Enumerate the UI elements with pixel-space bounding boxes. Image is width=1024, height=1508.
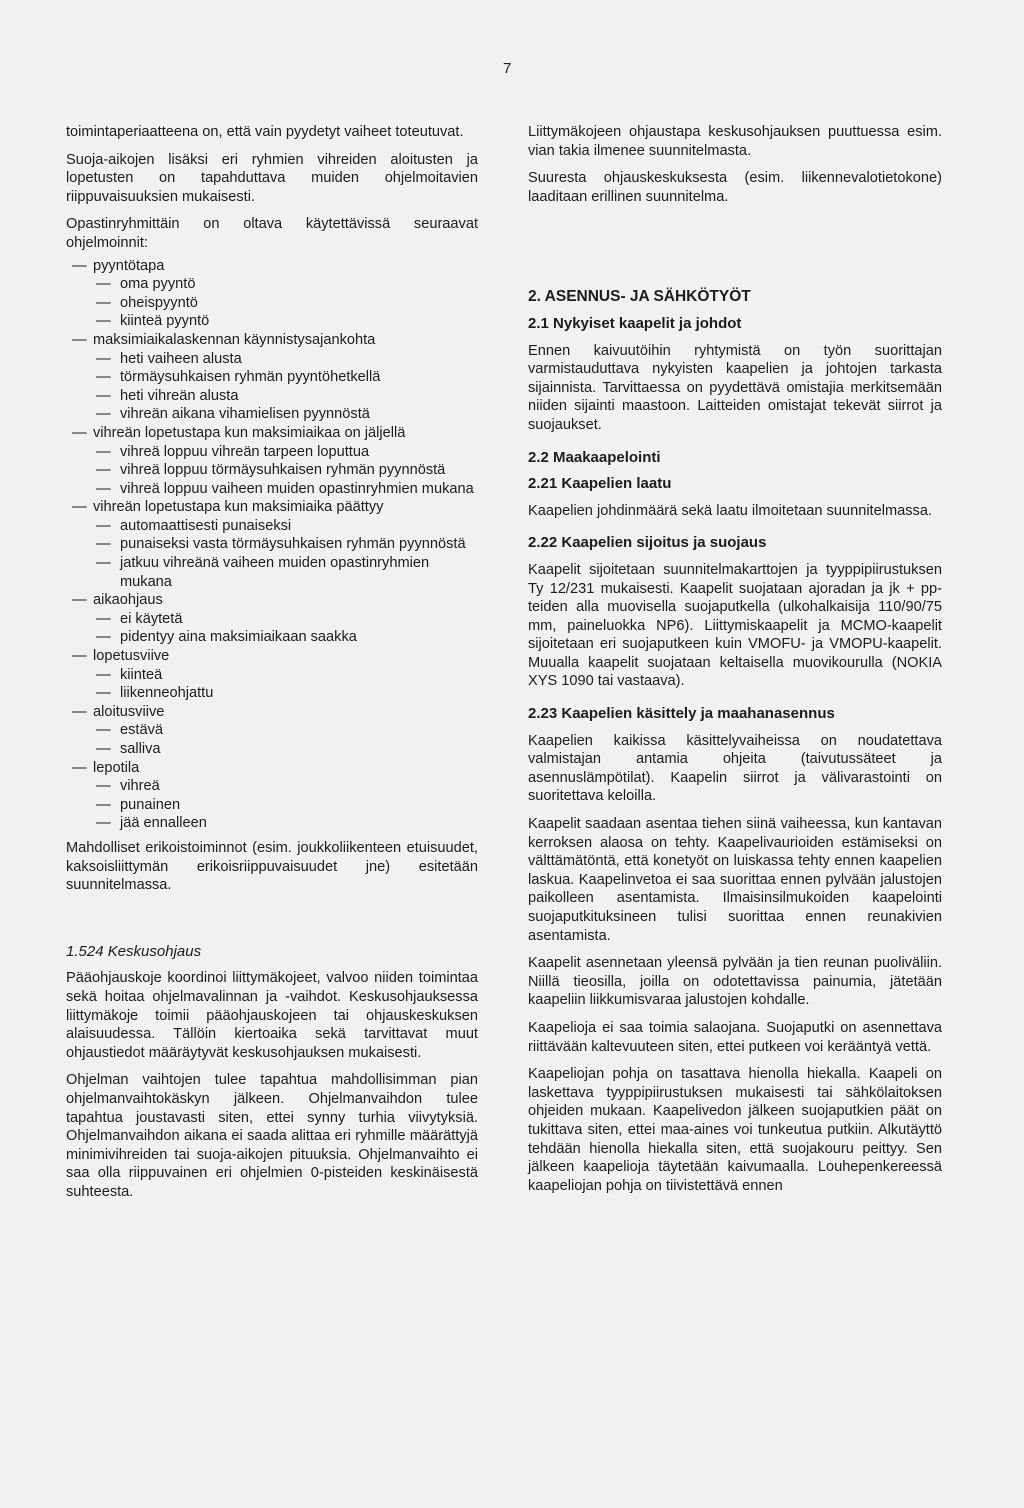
sub-list xyxy=(93,666,478,703)
left-paragraph-6: Ohjelman vaihtojen tulee tapahtua mahdollisimman pian ohjelmanvaihtokäskyn jälkeen. Ohjelmanvaihdon tulee tapahtua joustavasti siten, ettei synny turhia viivytyksiä. Ohjelmanvaihdon aikana ei saada alittaa eri ryhmille määrättyjä minimivihreiden tai suoja-aikojen pituuksia. Ohjelmanvaihto ei saa olla riippuvainen eri ohjelmien 0-pisteiden keskinäisestä suhteesta. xyxy=(66,1072,478,1200)
heading-21: 2.1 Nykyiset kaapelit ja johdot xyxy=(528,314,742,332)
heading-1524: 1.524 Keskusohjaus xyxy=(66,942,202,960)
programming-options-list xyxy=(66,257,478,833)
sub-list-item: — vihreä loppuu törmäysuhkaisen ryhmän pyynnöstä xyxy=(93,461,478,480)
sub-list-item: — ei käytetä xyxy=(93,610,478,629)
right-paragraph-4: Kaapelien johdinmäärä sekä laatu ilmoitetaan suunnitelmassa. xyxy=(528,502,933,519)
list-item-label: pyyntötapa xyxy=(93,257,165,274)
right-paragraph-9: Kaapelioja ei saa toimia salaojana. Suojaputki on asennettava riittävään kaltevuuteen siten, ettei putkeen voi kerääntyä vettä. xyxy=(528,1019,942,1055)
sub-list-item: — punaiseksi vasta törmäysuhkaisen ryhmän pyynnöstä xyxy=(93,535,478,554)
list-item-label: maksimiaikalaskennan käynnistysajankohta xyxy=(93,331,376,348)
list-item-label: vihreän lopetustapa kun maksimiaika päättyy xyxy=(93,499,384,516)
right-paragraph-6: Kaapelien kaikissa käsittelyvaiheissa on noudatettava valmistajan antamia ohjeita (taivutussäteet ja asennuslämpötilat). Kaapelin siirrot ja välivarastointi on suoritettava keloilla. xyxy=(528,732,942,805)
list-item xyxy=(66,591,478,647)
sub-list-item: — oma pyyntö xyxy=(93,275,478,294)
left-column xyxy=(66,123,478,1210)
sub-list-item: — heti vaiheen alusta xyxy=(93,350,478,369)
sub-list-item: — jää ennalleen xyxy=(93,814,478,833)
heading-223: 2.23 Kaapelien käsittely ja maahanasennus xyxy=(528,705,835,723)
list-item-label: vihreän lopetustapa kun maksimiaikaa on jäljellä xyxy=(93,424,406,441)
sub-list xyxy=(93,721,478,758)
list-item-label: lopetusviive xyxy=(93,648,170,665)
page-number: 7 xyxy=(503,60,512,77)
left-paragraph-3: Opastinryhmittäin on oltava käytettävissä seuraavat ohjelmoinnit: xyxy=(66,216,478,251)
sub-list-item: — vihreä xyxy=(93,777,478,796)
sub-list xyxy=(93,443,478,499)
right-column xyxy=(528,123,942,1204)
right-paragraph-1: Liittymäkojeen ohjaustapa keskusohjauksen puuttuessa esim. vian takia ilmenee suunnitelmasta. xyxy=(528,124,942,159)
sub-list-item: — estävä xyxy=(93,721,478,740)
sub-list-item: — vihreä loppuu vihreän tarpeen loputtua xyxy=(93,443,478,462)
right-paragraph-3: Ennen kaivuutöihin ryhtymistä on työn suorittajan varmistauduttava nykyisten kaapelien ja johtojen tarkasta sijainnista. Tarvittaessa on pyydettävä omistajia merkitsemään niiden sijainti maastoon. Laitteiden omistajat tekevät siirrot ja suojaukset. xyxy=(528,342,942,433)
list-item-label: lepotila xyxy=(93,759,140,776)
sub-list xyxy=(93,275,478,331)
right-paragraph-8: Kaapelit asennetaan yleensä pylvään ja tien reunan puoliväliin. Niillä tieosilla, joilla on odotettavissa painumia, jätetään kaapeliin liikkumisvaraa jalustojen kohdalle. xyxy=(528,955,942,1009)
left-paragraph-1: toimintaperiaatteena on, että vain pyydetyt vaiheet toteutuvat. xyxy=(66,124,464,140)
list-item-label: aikaohjaus xyxy=(93,592,163,609)
sub-list-item: — pidentyy aina maksimiaikaan saakka xyxy=(93,628,478,647)
sub-list xyxy=(93,517,478,591)
sub-list-item: — vihreän aikana vihamielisen pyynnöstä xyxy=(93,405,478,424)
section-heading-2: 2. ASENNUS- JA SÄHKÖTYÖT xyxy=(528,288,751,306)
list-item xyxy=(66,424,478,498)
list-item xyxy=(66,331,478,424)
sub-list-item: — oheispyyntö xyxy=(93,294,478,313)
list-item xyxy=(66,703,478,759)
sub-list-item: — törmäysuhkaisen ryhmän pyyntöhetkellä xyxy=(93,368,478,387)
right-paragraph-2: Suuresta ohjauskeskuksesta (esim. liikennevalotietokone) laaditaan erillinen suunnitelma. xyxy=(528,170,942,205)
left-paragraph-2: Suoja-aikojen lisäksi eri ryhmien vihreiden aloitusten ja lopetusten on tapahduttava muiden ohjelmoitavien riippuvaisuuksien mukaisesti. xyxy=(66,151,478,205)
sub-list-item: — jatkuu vihreänä vaiheen muiden opastinryhmien mukana xyxy=(93,554,478,591)
sub-list xyxy=(93,777,478,833)
sub-list-item: — liikenneohjattu xyxy=(93,684,478,703)
sub-list-item: — salliva xyxy=(93,740,478,759)
heading-22: 2.2 Maakaapelointi xyxy=(528,448,661,466)
right-paragraph-7: Kaapelit saadaan asentaa tiehen siinä vaiheessa, kun kantavan kerroksen alaosa on tehty. Kaapelivaurioiden estämiseksi on välttämätöntä, että konetyöt on luiskassa tehty ennen kaapelien laskua. Kaapelinvetoa ei saa suorittaa ennen pylvään jalustojen paikolleen asentamista. Ilmaisinsilmukoiden kaapelointi suojaputkituksineen tulisi suorittaa ennen reunakivien asentamista. xyxy=(528,816,942,944)
list-item xyxy=(66,759,478,833)
list-item xyxy=(66,647,478,703)
sub-list-item: — automaattisesti punaiseksi xyxy=(93,517,478,536)
sub-list-item: — heti vihreän alusta xyxy=(93,387,478,406)
left-paragraph-5: Pääohjauskoje koordinoi liittymäkojeet, valvoo niiden toimintaa sekä hoitaa ohjelmavalinnan ja -vaihdot. Keskusohjauksessa liittymäkoje toimii pääohjauskojeen tai ohjauskeskuksen alaisuudessa. Tällöin kiertoaika sekä tarvittavat muut ohjaustiedot määräytyvät keskusohjauksen mukaisesti. xyxy=(66,970,478,1061)
sub-list-item: — kiinteä xyxy=(93,666,478,685)
sub-list-item: — punainen xyxy=(93,796,478,815)
list-item xyxy=(66,498,478,591)
sub-list xyxy=(93,350,478,424)
sub-list-item: — kiinteä pyyntö xyxy=(93,312,478,331)
list-item xyxy=(66,257,478,331)
left-paragraph-4: Mahdolliset erikoistoiminnot (esim. joukkoliikenteen etuisuudet, kaksoisliittymän erikoisriippuvaisuudet jne) esitetään suunnitelmassa. xyxy=(66,839,478,894)
sub-list xyxy=(93,610,478,647)
heading-222: 2.22 Kaapelien sijoitus ja suojaus xyxy=(528,534,767,552)
sub-list-item: — vihreä loppuu vaiheen muiden opastinryhmien mukana xyxy=(93,480,478,499)
list-item-label: aloitusviive xyxy=(93,703,165,720)
right-paragraph-5: Kaapelit sijoitetaan suunnitelmakarttojen ja tyyppipiirustuksen Ty 12/231 mukaisesti. Kaapelit suojataan ajoradan ja jk + pp-teiden alla muovisella suojaputkella (ulkohalkaisija 110/90/75 mm, paineluokka NP6). Liittymiskaapelit ja MCMO-kaapelit sijoitetaan eri suojaputkeen kuin VMOFU- ja VMOPU-kaapelit. Muualla kaapelit suojataan keltaisella muovikourulla (NOKIA XYS 1090 tai vastaava). xyxy=(528,561,942,690)
heading-221: 2.21 Kaapelien laatu xyxy=(528,475,672,493)
right-paragraph-10: Kaapeliojan pohja on tasattava hienolla hiekalla. Kaapeli on laskettava tyyppipiirustuksen mukaisesti tai sähkölaitoksen ohjeiden mukaan. Kaapelivedon jälkeen suojaputkien päät on tukittava siten, ettei maa-aines voi tunkeutua putkiin. Alkutäyttö tehdään hienolla hiekalla siten, että suojakouru peittyy. Sen jälkeen kaapelioja täytetään kaivumaalla. Louhepenkereessä kaapeliojan pohja on tiivistettävä ennen xyxy=(528,1066,942,1194)
